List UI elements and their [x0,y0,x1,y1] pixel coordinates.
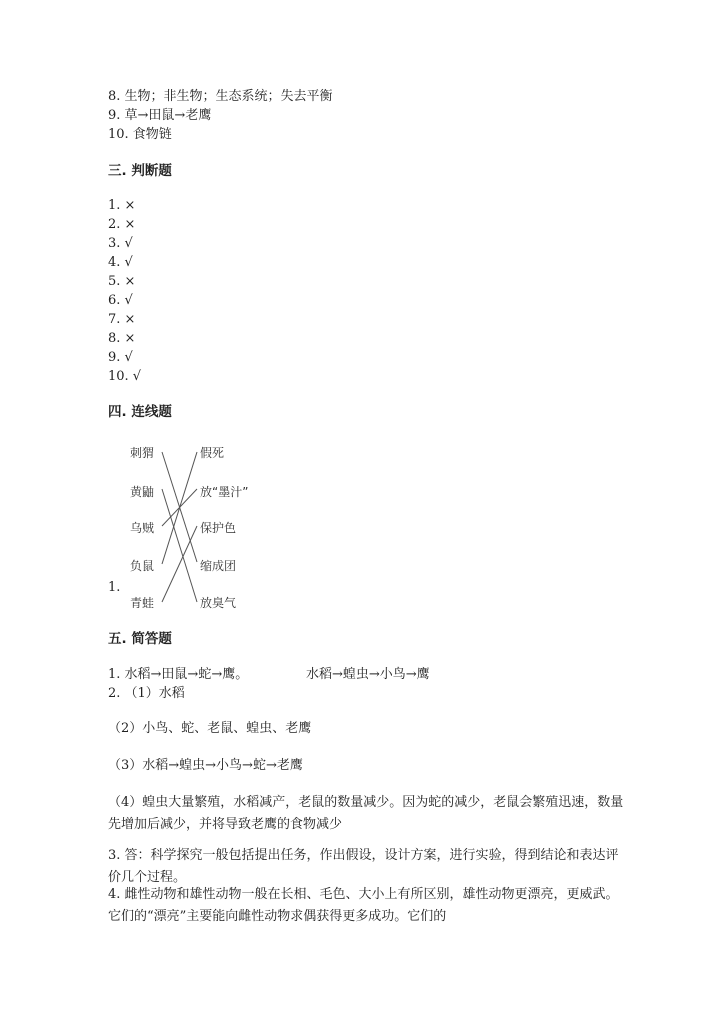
judge-answer-8: 8. × [108,331,136,346]
short-answer-4: 4. 雌性动物和雄性动物一般在长相、毛色、大小上有所区别，雄性动物更漂亮，更威武。它们的“漂亮”主要能向雌性动物求偶获得更多成功。它们的 [108,887,619,924]
match-left-item: 刺猬 [130,446,155,460]
judge-answer-7: 7. × [108,312,136,327]
match-question-number: 1. [108,580,121,595]
short-answer-1b: 水稻→蝗虫→小鸟→鹰 [306,667,430,682]
match-line [162,526,197,602]
judge-answer-5: 5. × [108,274,136,289]
judge-answer-3: 3. √ [108,236,133,251]
fill-answer-8: 8. 生物；非生物；生态系统；失去平衡 [108,89,333,104]
match-right-item: 假死 [200,446,225,460]
short-answer-1a: 1. 水稻→田鼠→蛇→鹰。 [108,667,249,682]
match-left-item: 黄鼬 [130,485,155,499]
fill-answer-10: 10. 食物链 [108,127,172,142]
match-left-item: 乌贼 [130,521,155,535]
fill-answer-9: 9. 草→田鼠→老鹰 [108,108,212,123]
match-right-item: 放臭气 [200,596,237,610]
judge-answer-2: 2. × [108,217,136,232]
section-4-heading: 四. 连线题 [108,404,172,420]
short-answer-2-1: 2. （1）水稻 [108,686,185,701]
short-answer-2-3: （3）水稻→蝗虫→小鸟→蛇→老鹰 [108,758,303,773]
section-5-heading: 五. 简答题 [108,631,172,647]
match-right-item: 放“墨汁” [200,485,249,499]
short-answer-3: 3. 答：科学探究一般包括提出任务，作出假设，设计方案，进行实验，得到结论和表达评价几个过程。 [108,848,619,885]
judge-answer-9: 9. √ [108,350,133,365]
section-3-heading: 三. 判断题 [108,163,172,179]
short-answer-2-4: （4）蝗虫大量繁殖，水稻减产，老鼠的数量减少。因为蛇的减少，老鼠会繁殖迅速，数量先增加后减少，并将导致老鹰的食物减少 [108,795,624,832]
match-left-item: 青蛙 [130,596,155,610]
judge-answer-4: 4. √ [108,255,133,270]
judge-answer-10: 10. √ [108,369,142,384]
judge-answer-6: 6. √ [108,293,133,308]
match-right-item: 缩成团 [200,559,237,573]
judge-answer-1: 1. × [108,198,136,213]
short-answer-2-2: （2）小鸟、蛇、老鼠、蝗虫、老鹰 [108,721,312,736]
match-left-item: 负鼠 [130,559,155,573]
match-right-item: 保护色 [200,521,237,535]
